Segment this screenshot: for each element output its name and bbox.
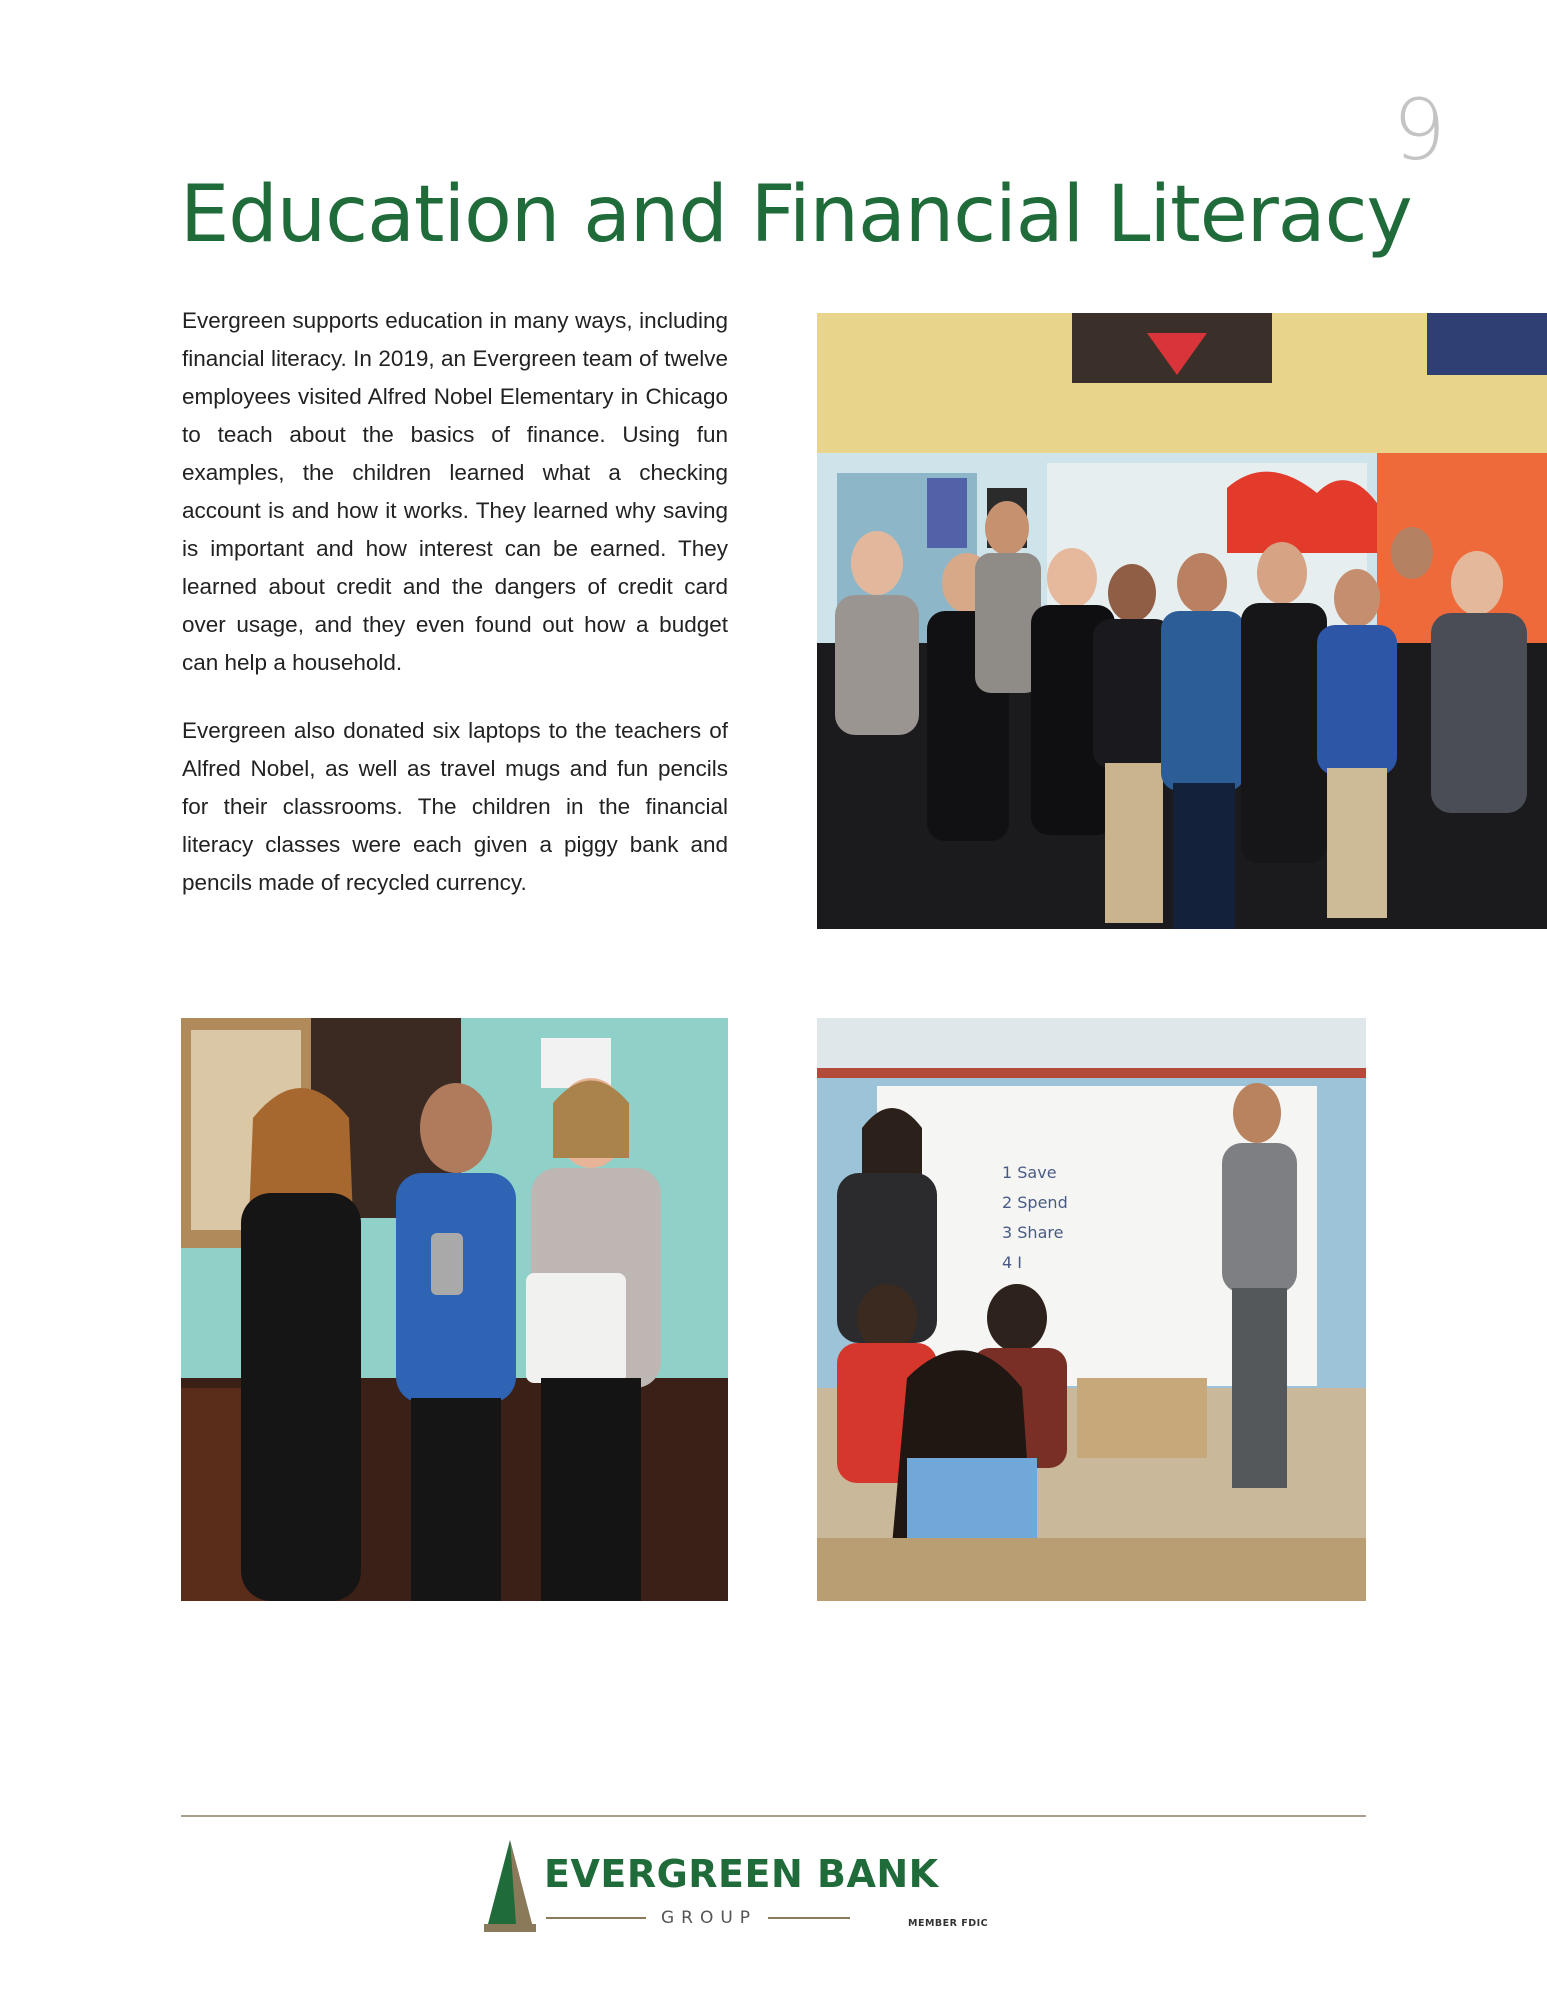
- logo-group-word: GROUP: [660, 1908, 758, 1928]
- board-line-2: 2 Spend: [1002, 1193, 1068, 1212]
- footer-divider: [181, 1815, 1366, 1817]
- board-line-3: 3 Share: [1002, 1223, 1064, 1242]
- team-group-photo: [817, 313, 1547, 929]
- paragraph-1: Evergreen supports education in many ways, including financial literacy. In 2019, an Evergreen team of twelve employees visited Alfred Nobel Elementary in Chicago to teach about the basics of finance. Using fun examples, the children learned what a checking account is and how it works. They learned why saving is important and how interest can be earned. They learned about credit and the dangers of credit card over usage, and they even found out how a budget can help a household.: [182, 308, 728, 675]
- logo-rule-left: [546, 1917, 646, 1919]
- body-text: [182, 302, 728, 932]
- board-line-1: 1 Save: [1002, 1163, 1057, 1182]
- paragraph-2: Evergreen also donated six laptops to the teachers of Alfred Nobel, as well as travel mugs and fun pencils for their classrooms. The children in the financial literacy classes were each given a piggy bank and pencils made of recycled currency.: [182, 718, 728, 895]
- evergreen-tree-icon: [480, 1840, 540, 1934]
- board-line-4: 4 I: [1002, 1253, 1022, 1272]
- donation-photo: [181, 1018, 728, 1601]
- member-fdic: MEMBER FDIC: [908, 1918, 989, 1929]
- page-title: Education and Financial Literacy: [180, 170, 1412, 260]
- classroom-lesson-photo: [817, 1018, 1366, 1601]
- page-number: 9: [1392, 81, 1446, 179]
- logo-group-line: [546, 1908, 850, 1928]
- evergreen-bank-logo: [480, 1840, 1020, 1940]
- logo-rule-right: [768, 1917, 850, 1919]
- logo-name: EVERGREEN BANK: [544, 1852, 939, 1896]
